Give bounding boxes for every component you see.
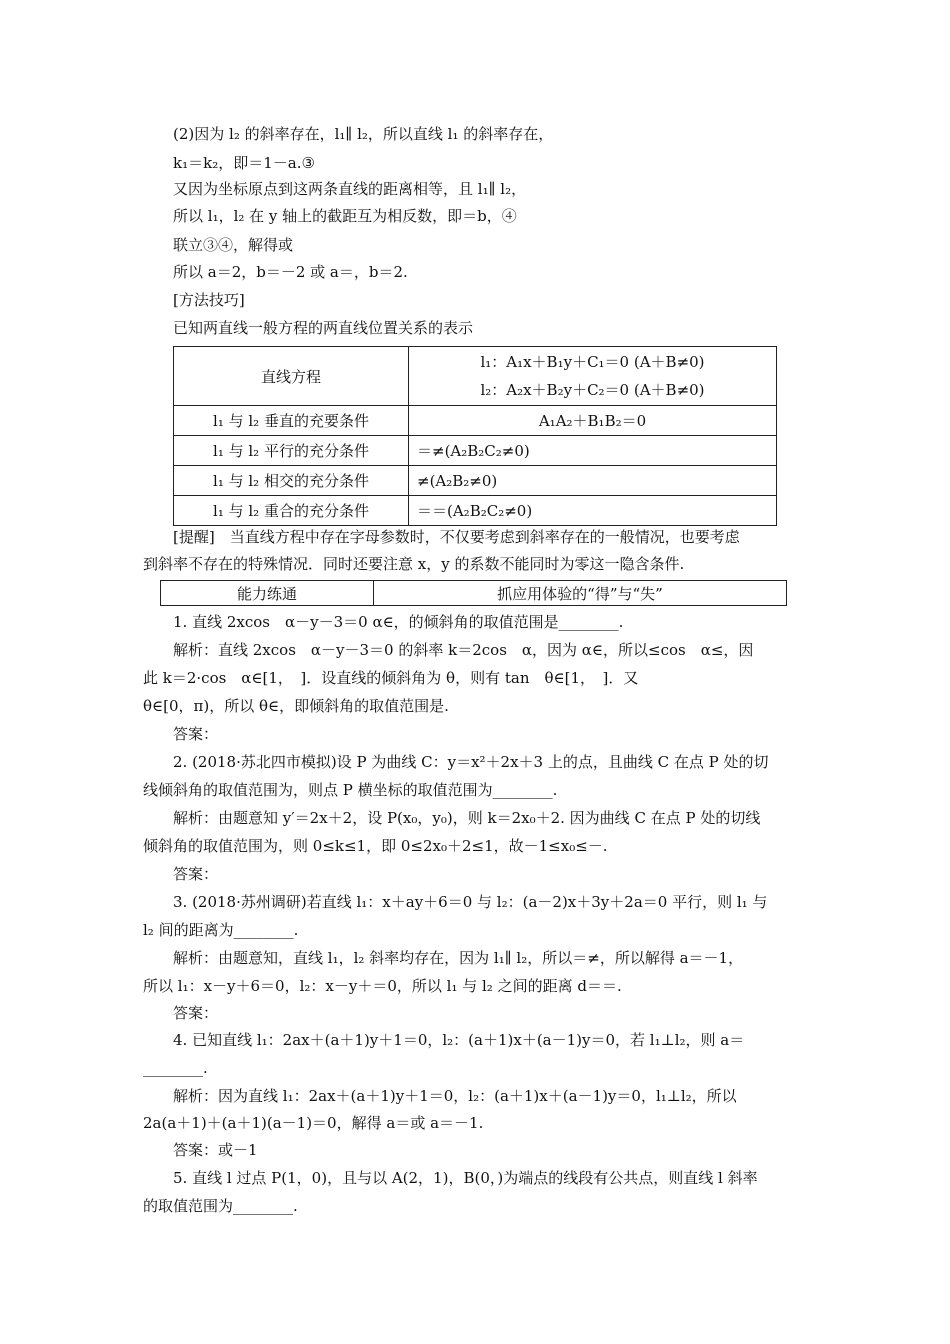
answer-line: 此 k＝2·cos α∈[1， ]．设直线的倾斜角为 θ，则有 tan θ∈[1， ]．又	[143, 669, 639, 687]
solution-line: k₁＝k₂，即＝1－a.③	[173, 154, 315, 172]
reminder-line: 到斜率不存在的特殊情况．同时还要注意 x，y 的系数不能同时为零这一隐含条件.	[143, 555, 685, 573]
question-line: 4. 已知直线 l₁：2ax＋(a＋1)y＋1＝0，l₂：(a＋1)x＋(a－1)y＝0，若 l₁⊥l₂，则 a＝	[173, 1031, 745, 1049]
equation-l1: l₁：A₁x＋B₁y＋C₁＝0 (A＋B≠0)	[480, 353, 705, 371]
banner-left: 能力练通	[161, 581, 374, 606]
table-cell: A₁A₂＋B₁B₂＝0	[409, 406, 777, 436]
answer-label: 答案：或－1	[173, 1141, 258, 1159]
table-row	[174, 406, 777, 436]
answer-line: 解析：由题意知，直线 l₁，l₂ 斜率均存在，因为 l₁∥ l₂，所以＝≠，所以解得 a＝－1，	[173, 949, 744, 967]
table-row	[174, 347, 777, 406]
question-line: 1. 直线 2xcos α－y－3＝0 α∈，的倾斜角的取值范围是________.	[173, 613, 624, 631]
equation-l2: l₂：A₂x＋B₂y＋C₂＝0 (A＋B≠0)	[480, 381, 705, 399]
section-intro: 已知两直线一般方程的两直线位置关系的表示	[173, 319, 474, 337]
answer-line: 倾斜角的取值范围为，则 0≤k≤1，即 0≤2x₀＋2≤1，故－1≤x₀≤－.	[143, 837, 608, 855]
answer-line: 2a(a＋1)＋(a＋1)(a－1)＝0，解得 a＝或 a＝－1.	[143, 1114, 484, 1132]
table-row	[174, 436, 777, 466]
table-cell: ≠(A₂B₂≠0)	[409, 466, 777, 496]
reminder-line: [提醒] 当直线方程中存在字母参数时，不仅要考虑到斜率存在的一般情况，也要考虑	[173, 528, 740, 546]
question-line: 2. (2018·苏北四市模拟)设 P 为曲线 C：y＝x²＋2x＋3 上的点，且曲线 C 在点 P 处的切	[173, 753, 769, 771]
answer-line: 解析：由题意知 y′＝2x＋2，设 P(x₀，y₀)，则 k＝2x₀＋2. 因为曲线 C 在点 P 处的切线	[173, 809, 761, 827]
relation-table	[173, 346, 777, 526]
section-heading: [方法技巧]	[173, 291, 245, 309]
solution-line: 又因为坐标原点到这两条直线的距离相等，且 l₁∥ l₂，	[173, 180, 527, 198]
answer-label: 答案：	[173, 1004, 219, 1022]
question-line: l₂ 间的距离为________.	[143, 921, 299, 939]
banner-right: 抓应用体验的“得”与“失”	[374, 581, 787, 606]
table-header-cell	[409, 347, 777, 406]
question-line: 5. 直线 l 过点 P(1，0)，且与以 A(2，1)，B(0，)为端点的线段有公共点，则直线 l 斜率	[173, 1169, 758, 1187]
solution-line: 所以 l₁，l₂ 在 y 轴上的截距互为相反数，即＝b，④	[173, 207, 517, 225]
table-header-cell: 直线方程	[174, 347, 409, 406]
table-row	[174, 466, 777, 496]
table-cell: l₁ 与 l₂ 平行的充分条件	[174, 436, 409, 466]
solution-line: 所以 a＝2，b＝－2 或 a＝，b＝2.	[173, 263, 408, 281]
table-cell: l₁ 与 l₂ 垂直的充要条件	[174, 406, 409, 436]
answer-label: 答案：	[173, 865, 219, 883]
answer-line: 所以 l₁：x－y＋6＝0，l₂：x－y＋＝0，所以 l₁ 与 l₂ 之间的距离 d＝＝.	[143, 977, 622, 995]
table-cell: l₁ 与 l₂ 相交的充分条件	[174, 466, 409, 496]
table-row	[174, 496, 777, 526]
question-line: 3. (2018·苏州调研)若直线 l₁：x＋ay＋6＝0 与 l₂：(a－2)x＋3y＋2a＝0 平行，则 l₁ 与	[173, 893, 768, 911]
table-cell: ＝≠(A₂B₂C₂≠0)	[409, 436, 777, 466]
practice-banner	[160, 580, 787, 606]
table-cell: l₁ 与 l₂ 重合的充分条件	[174, 496, 409, 526]
solution-line: 联立③④，解得或	[173, 236, 294, 254]
table-cell: ＝＝(A₂B₂C₂≠0)	[409, 496, 777, 526]
question-line: ________.	[143, 1059, 208, 1077]
question-line: 的取值范围为________.	[143, 1197, 298, 1215]
answer-line: 解析：因为直线 l₁：2ax＋(a＋1)y＋1＝0，l₂：(a＋1)x＋(a－1)y＝0，l₁⊥l₂，所以	[173, 1087, 737, 1105]
answer-line: θ∈[0，π)，所以 θ∈，即倾斜角的取值范围是.	[143, 697, 449, 715]
answer-line: 解析：直线 2xcos α－y－3＝0 的斜率 k＝2cos α，因为 α∈，所以≤cos α≤，因	[173, 641, 754, 659]
solution-line: (2)因为 l₂ 的斜率存在，l₁∥ l₂，所以直线 l₁ 的斜率存在，	[173, 125, 554, 143]
question-line: 线倾斜角的取值范围为，则点 P 横坐标的取值范围为________.	[143, 781, 558, 799]
answer-label: 答案：	[173, 725, 219, 743]
